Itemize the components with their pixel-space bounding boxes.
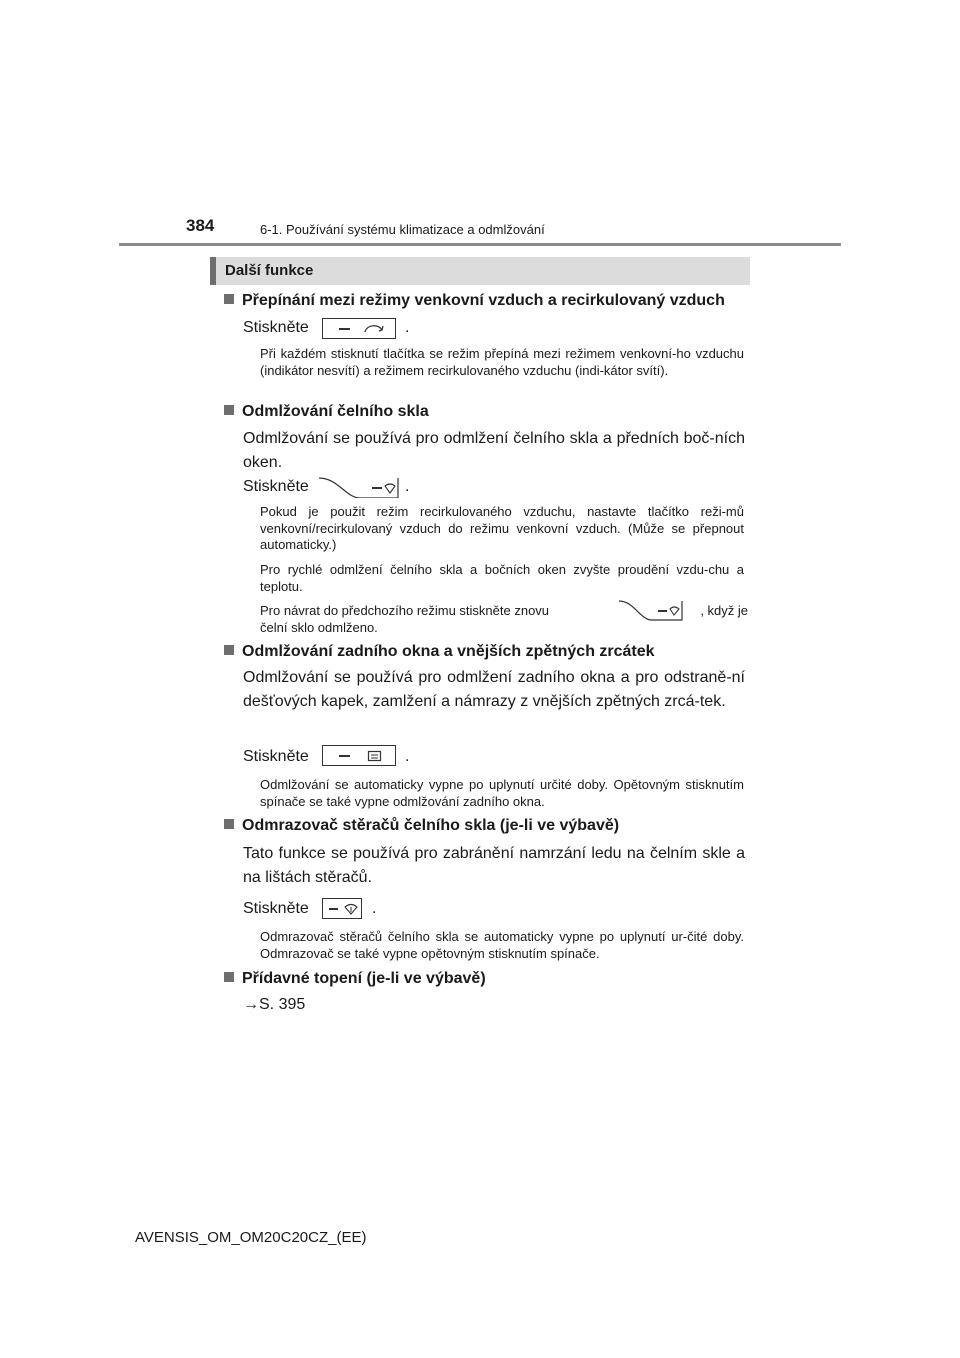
front-defroster-icon — [670, 607, 679, 615]
front-defroster-button-inline — [618, 600, 684, 621]
rear-period: . — [405, 748, 410, 765]
windshield-note-3: Pro návrat do předchozího režimu stiskněte znovu — [260, 603, 550, 618]
rear-heading: Odmlžování zadního okna a vnějších zpětných zrcátek — [224, 643, 655, 661]
wiper-heading: Odmrazovač stěračů čelního skla (je-li ve výbavě) — [224, 817, 619, 835]
front-defroster-icon — [385, 484, 395, 493]
bullet-square-icon — [224, 645, 234, 655]
front-defroster-button — [318, 477, 400, 498]
footer-document-code: AVENSIS_OM_OM20C20CZ_(EE) — [135, 1229, 367, 1246]
windshield-body: Odmlžování se používá pro odmlžení čelního skla a předních boč-ních oken. — [243, 430, 745, 471]
wiper-deicer-button — [322, 898, 362, 919]
wiper-period: . — [372, 900, 377, 917]
rear-press-label: Stiskněte — [243, 748, 309, 765]
recirc-button — [322, 318, 396, 339]
chapter-title: 6-1. Používání systému klimatizace a odmlžování — [260, 222, 545, 237]
wiper-press-label: Stiskněte — [243, 900, 309, 917]
rear-body: Odmlžování se používá pro odmlžení zadního okna a pro odstraně-ní dešťových kapek, zamlžení a námrazy z vnějších zpětných zrcá-tek. — [243, 669, 745, 710]
windshield-press-label: Stiskněte — [243, 478, 309, 495]
bullet-square-icon — [224, 405, 234, 415]
wiper-note: Odmrazovač stěračů čelního skla se automaticky vypne po uplynutí ur-čité doby. Odmrazovač se také vypne opětovným stisknutím spínače. — [260, 929, 744, 961]
windshield-note-3-end: čelní sklo odmlženo. — [260, 620, 378, 635]
rear-defroster-icon — [367, 749, 383, 763]
wiper-deicer-icon — [343, 902, 359, 916]
section-title: Další funkce — [225, 262, 314, 279]
wiper-body: Tato funkce se používá pro zabránění namrzání ledu na čelním skle a na lištách stěračů. — [243, 845, 745, 886]
section-banner-accent — [210, 257, 216, 285]
heater-heading: Přídavné topení (je-li ve výbavě) — [224, 970, 486, 988]
recirc-period: . — [405, 319, 410, 336]
windshield-period: . — [405, 478, 410, 495]
rear-note: Odmlžování se automaticky vypne po uplynutí určité doby. Opětovným stisknutím spínače se také vypne odmlžování zadního okna. — [260, 777, 744, 809]
windshield-note-1: Pokud je použit režim recirkulovaného vzduchu, nastavte tlačítko reži-mů venkovní/recirkulovaný vzduch do režimu venkovní vzduch. (Může se přepnout automaticky.) — [260, 504, 744, 552]
windshield-note-2: Pro rychlé odmlžení čelního skla a bočních oken zvyšte proudění vzdu-chu a teplotu. — [260, 562, 744, 594]
recirc-press-label: Stiskněte — [243, 319, 309, 336]
recirc-note: Při každém stisknutí tlačítka se režim přepíná mezi režimem venkovní-ho vzduchu (indikátor nesvítí) a režimem recirkulovaného vzduchu (indi-kátor svítí). — [260, 346, 744, 378]
rear-defroster-button — [322, 745, 396, 766]
bullet-square-icon — [224, 294, 234, 304]
windshield-heading: Odmlžování čelního skla — [224, 403, 429, 421]
recirculation-icon — [363, 322, 385, 336]
windshield-note-3-after: , když je — [700, 603, 748, 618]
header-divider — [119, 243, 841, 246]
section-banner — [210, 257, 750, 285]
bullet-square-icon — [224, 972, 234, 982]
bullet-square-icon — [224, 819, 234, 829]
heater-page-reference[interactable]: →S. 395 — [243, 996, 306, 1013]
page-number: 384 — [186, 216, 215, 235]
recirc-heading: Přepínání mezi režimy venkovní vzduch a recirkulovaný vzduch — [224, 292, 725, 310]
